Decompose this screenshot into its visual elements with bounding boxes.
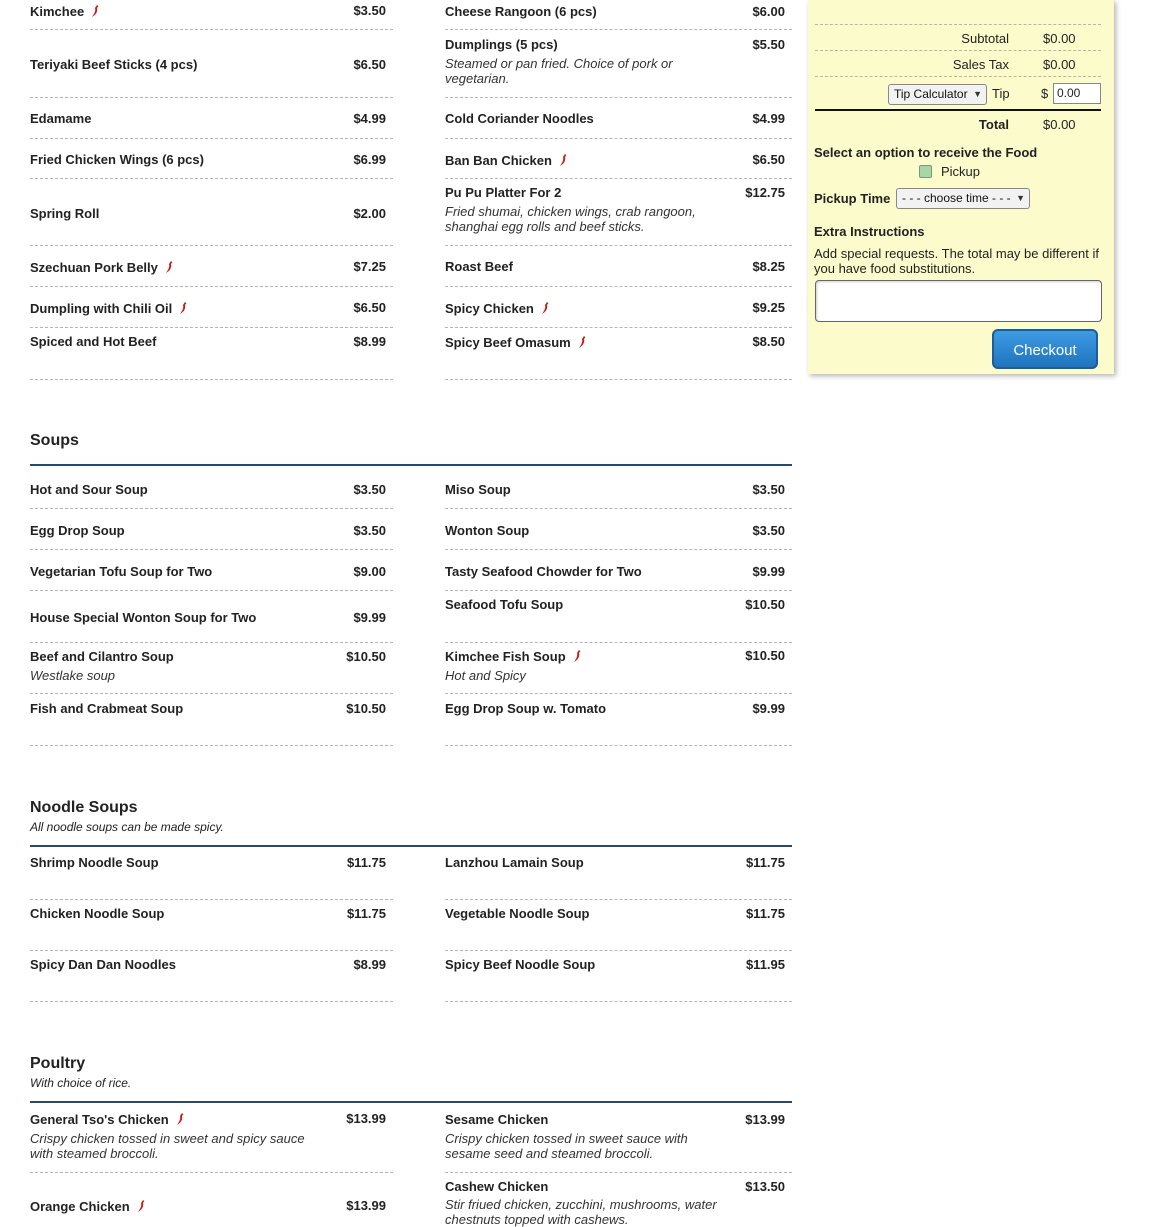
- chili-icon: [91, 5, 101, 17]
- extra-instructions-note: Add special requests. The total may be different if you have food substitutions.: [814, 246, 1099, 276]
- divider: [30, 549, 393, 550]
- item-price: $11.75: [745, 906, 785, 921]
- item-price: $9.99: [353, 610, 386, 625]
- extra-instructions-textarea[interactable]: [815, 280, 1102, 322]
- item-name: Ban Ban Chicken: [445, 153, 552, 168]
- tip-calculator-value: Tip Calculator: [894, 87, 968, 101]
- item-price: $13.99: [346, 1198, 386, 1213]
- chili-icon: [578, 336, 588, 348]
- item-name: House Special Wonton Soup for Two: [30, 610, 257, 625]
- divider: [30, 178, 393, 179]
- divider: [815, 24, 1101, 25]
- total-rule: [815, 109, 1101, 111]
- chili-icon: [179, 302, 189, 314]
- divider: [30, 950, 393, 951]
- divider: [445, 1172, 792, 1173]
- divider: [30, 1001, 393, 1002]
- item-price: $3.50: [752, 523, 785, 538]
- divider: [30, 590, 393, 591]
- checkout-button[interactable]: Checkout: [992, 329, 1098, 369]
- divider: [30, 327, 393, 328]
- item-price: $8.25: [752, 259, 785, 274]
- item-name: Teriyaki Beef Sticks (4 pcs): [30, 57, 198, 72]
- item-name: Dumplings (5 pcs): [445, 37, 558, 52]
- divider: [445, 642, 792, 643]
- divider: [445, 138, 792, 139]
- item-name: Vegetable Noodle Soup: [445, 906, 590, 921]
- divider: [30, 97, 393, 98]
- item-name: Sesame Chicken: [445, 1112, 549, 1127]
- item-price: $2.00: [353, 206, 386, 221]
- item-price: $8.99: [353, 957, 386, 972]
- divider: [445, 1001, 792, 1002]
- tip-input[interactable]: 0.00: [1053, 83, 1101, 104]
- divider: [445, 950, 792, 951]
- section-title: Soups: [30, 432, 79, 449]
- chili-icon: [176, 1113, 186, 1125]
- item-name: Cashew Chicken: [445, 1179, 549, 1194]
- chili-icon: [165, 261, 175, 273]
- tip-calculator-select[interactable]: [888, 84, 987, 105]
- divider: [815, 50, 1101, 51]
- item-name: Spring Roll: [30, 206, 100, 221]
- item-name: Egg Drop Soup: [30, 523, 125, 538]
- divider: [30, 245, 393, 246]
- item-name: Wonton Soup: [445, 523, 530, 538]
- divider: [445, 508, 792, 509]
- total-value: $0.00: [1043, 117, 1076, 132]
- item-price: $10.50: [346, 701, 386, 716]
- divider: [30, 138, 393, 139]
- item-price: $11.75: [745, 855, 785, 870]
- divider: [445, 286, 792, 287]
- item-price: $4.99: [353, 111, 386, 126]
- item-price: $11.75: [346, 906, 386, 921]
- pickup-checkbox[interactable]: [919, 165, 932, 178]
- item-name: Egg Drop Soup w. Tomato: [445, 701, 607, 716]
- item-name: Shrimp Noodle Soup: [30, 855, 159, 870]
- item-price: $10.50: [346, 649, 386, 664]
- tip-currency: $: [1041, 86, 1049, 101]
- subtotal-label: Subtotal: [961, 31, 1009, 46]
- divider: [445, 245, 792, 246]
- item-description: Crispy chicken tossed in sweet sauce with sesame seed and steamed broccoli.: [445, 1131, 688, 1161]
- item-price: $3.50: [752, 482, 785, 497]
- item-name: General Tso's Chicken: [30, 1112, 169, 1127]
- section-title: Noodle Soups: [30, 799, 138, 816]
- chili-icon: [541, 302, 551, 314]
- item-description: Crispy chicken tossed in sweet and spicy sauce with steamed broccoli.: [30, 1131, 305, 1161]
- pickup-time-value: - - - choose time - - -: [902, 191, 1011, 205]
- divider: [445, 590, 792, 591]
- item-name: Fried Chicken Wings (6 pcs): [30, 152, 204, 167]
- item-name: Vegetarian Tofu Soup for Two: [30, 564, 213, 579]
- pickup-label: Pickup: [941, 164, 981, 179]
- item-price: $12.75: [745, 185, 785, 200]
- chili-icon: [573, 650, 583, 662]
- divider: [30, 745, 393, 746]
- divider: [445, 899, 792, 900]
- tip-label: Tip: [992, 86, 1010, 101]
- item-price: $3.50: [353, 482, 386, 497]
- item-name: Edamame: [30, 111, 92, 126]
- item-price: $13.50: [745, 1179, 785, 1194]
- item-price: $9.00: [353, 564, 386, 579]
- divider: [30, 29, 393, 30]
- item-price: $6.50: [752, 152, 785, 167]
- item-price: $11.95: [745, 957, 785, 972]
- item-price: $13.99: [346, 1111, 386, 1126]
- subtotal-value: $0.00: [1043, 31, 1076, 46]
- item-price: $11.75: [346, 855, 386, 870]
- item-price: $6.99: [353, 152, 386, 167]
- item-description: Hot and Spicy: [445, 668, 526, 683]
- divider: [445, 745, 792, 746]
- divider: [30, 693, 393, 694]
- item-price: $6.50: [353, 57, 386, 72]
- order-summary-panel: [808, 0, 1114, 374]
- section-rule: [30, 464, 792, 466]
- item-name: Cold Coriander Noodles: [445, 111, 594, 126]
- pickup-time-select[interactable]: [896, 188, 1030, 209]
- item-price: $8.50: [752, 334, 785, 349]
- item-price: $6.00: [752, 4, 785, 19]
- item-name: Lanzhou Lamain Soup: [445, 855, 584, 870]
- divider: [30, 286, 393, 287]
- divider: [30, 508, 393, 509]
- item-price: $6.50: [353, 300, 386, 315]
- item-price: $4.99: [752, 111, 785, 126]
- divider: [445, 549, 792, 550]
- section-title: Poultry: [30, 1055, 86, 1072]
- divider: [815, 76, 1101, 77]
- item-price: $8.99: [353, 334, 386, 349]
- item-price: $3.50: [353, 3, 386, 18]
- item-description: Westlake soup: [30, 668, 116, 683]
- item-name: Roast Beef: [445, 259, 513, 274]
- sales-tax-value: $0.00: [1043, 57, 1076, 72]
- item-name: Szechuan Pork Belly: [30, 260, 158, 275]
- divider: [445, 379, 792, 380]
- item-price: $10.50: [745, 648, 785, 663]
- divider: [445, 178, 792, 179]
- item-name: Seafood Tofu Soup: [445, 597, 564, 612]
- item-price: $5.50: [752, 37, 785, 52]
- item-name: Spiced and Hot Beef: [30, 334, 157, 349]
- divider: [445, 693, 792, 694]
- item-name: Dumpling with Chili Oil: [30, 301, 173, 316]
- item-name: Kimchee Fish Soup: [445, 649, 566, 664]
- item-name: Cheese Rangoon (6 pcs): [445, 4, 597, 19]
- divider: [445, 97, 792, 98]
- item-name: Spicy Chicken: [445, 301, 534, 316]
- item-price: $9.99: [752, 701, 785, 716]
- divider: [445, 327, 792, 328]
- item-name: Tasty Seafood Chowder for Two: [445, 564, 642, 579]
- receive-option-heading: Select an option to receive the Food: [814, 145, 1038, 160]
- item-description: Fried shumai, chicken wings, crab rangoon, shanghai egg rolls and beef sticks.: [445, 204, 696, 234]
- item-name: Chicken Noodle Soup: [30, 906, 165, 921]
- item-name: Spicy Dan Dan Noodles: [30, 957, 176, 972]
- item-price: $13.99: [745, 1112, 785, 1127]
- item-price: $7.25: [353, 259, 386, 274]
- chili-icon: [137, 1200, 147, 1212]
- item-name: Orange Chicken: [30, 1199, 130, 1214]
- extra-instructions-heading: Extra Instructions: [814, 224, 925, 239]
- item-description: Stir friued chicken, zucchini, mushrooms, water chestnuts topped with cashews.: [445, 1197, 717, 1227]
- section-subtitle: With choice of rice.: [30, 1076, 132, 1090]
- item-price: $9.99: [752, 564, 785, 579]
- item-name: Miso Soup: [445, 482, 511, 497]
- item-name: Pu Pu Platter For 2: [445, 185, 562, 200]
- sales-tax-label: Sales Tax: [952, 57, 1009, 72]
- item-description: Steamed or pan fried. Choice of pork or vegetarian.: [445, 56, 673, 86]
- item-name: Spicy Beef Omasum: [445, 335, 571, 350]
- pickup-time-label: Pickup Time: [814, 191, 891, 206]
- item-price: $3.50: [353, 523, 386, 538]
- item-price: $9.25: [752, 300, 785, 315]
- divider: [30, 642, 393, 643]
- section-subtitle: All noodle soups can be made spicy.: [30, 820, 224, 834]
- total-label: Total: [978, 117, 1009, 132]
- item-name: Spicy Beef Noodle Soup: [445, 957, 596, 972]
- divider: [30, 379, 393, 380]
- chili-icon: [559, 154, 569, 166]
- section-rule: [30, 1101, 792, 1103]
- divider: [445, 29, 792, 30]
- item-name: Kimchee: [30, 4, 85, 19]
- item-name: Fish and Crabmeat Soup: [30, 701, 184, 716]
- item-name: Hot and Sour Soup: [30, 482, 148, 497]
- divider: [30, 899, 393, 900]
- divider: [30, 1172, 393, 1173]
- item-price: $10.50: [745, 597, 785, 612]
- item-name: Beef and Cilantro Soup: [30, 649, 174, 664]
- section-rule: [30, 845, 792, 847]
